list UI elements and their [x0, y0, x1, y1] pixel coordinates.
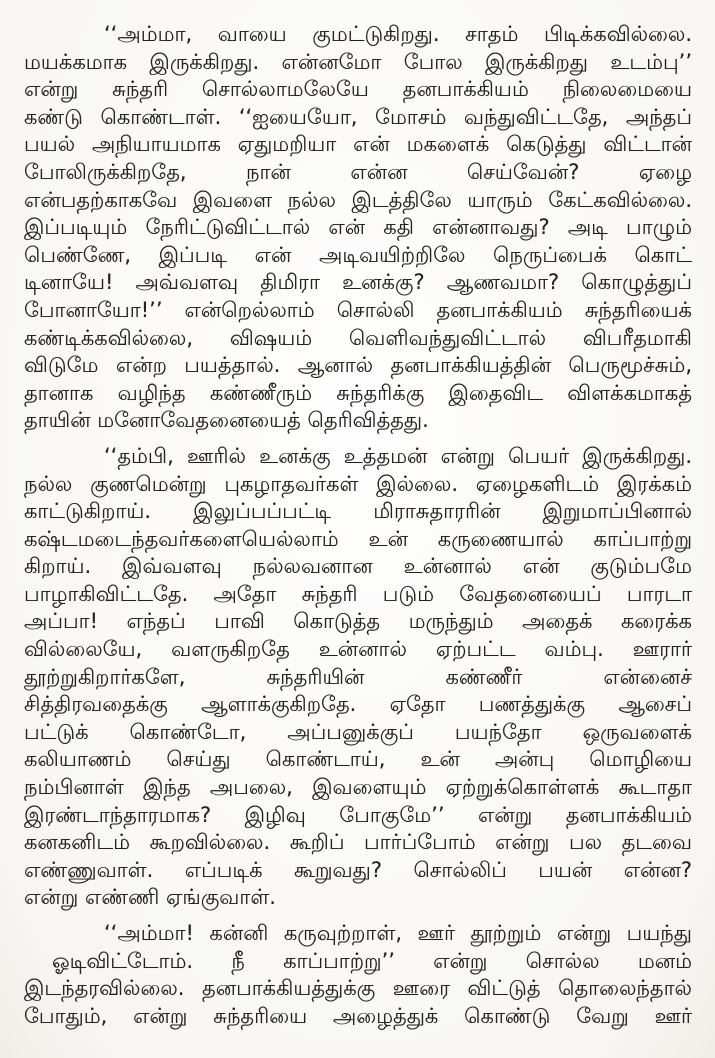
text-line: எண்ணுவாள். எப்படிக் கூறுவது? சொல்லிப் பயன் என்ன? [24, 857, 692, 882]
text-line: என்று சுந்தரி சொல்லாமலேயே தனபாக்கியம் நிலைமையை [24, 77, 692, 102]
text-line: வில்லையே, வளருகிறதே உன்னால் ஏற்பட்ட வம்பு. ஊரார் [24, 637, 692, 662]
text-line: நல்ல குணமென்று புகழாதவர்கள் இல்லை. ஏழைகளிடம் இரக்கம் [24, 471, 692, 496]
text-line: இரண்டாந்தாரமாக? இழிவு போகுமே’’ என்று தனபாக்கியம் [24, 802, 692, 827]
text-line: இடந்தரவில்லை. தனபாக்கியத்துக்கு ஊரை விட்டுத் தொலைந்தால் [24, 976, 692, 1001]
text-line: டினாயே! அவ்வளவு திமிரா உனக்கு? ஆணவமா? கொழுத்துப் [24, 270, 692, 295]
text-line: நம்பினாள் இந்த அபலை, இவளையும் ஏற்றுக்கொள்ளக் கூடாதா [24, 775, 692, 800]
text-line: போதும், என்று சுந்தரியை அழைத்துக் கொண்டு வேறு ஊர் [24, 1003, 692, 1028]
text-line: காட்டுகிறாய். இலுப்பப்பட்டி மிராசுதாரரின் இறுமாப்பினால் [24, 499, 692, 524]
text-line: கண்டிக்கவில்லை, விஷயம் வெளிவந்துவிட்டால் விபரீதமாகி [24, 325, 692, 350]
text-line: ஓடிவிட்டோம். நீ காப்பாற்று’’ என்று சொல்ல மனம் [52, 948, 692, 973]
text-column [24, 21, 692, 1038]
paragraph-3 [24, 920, 692, 1030]
text-line: என்பதற்காகவே இவளை நல்ல இடத்திலே யாரும் கேட்கவில்லை. [24, 187, 692, 212]
text-line: கஷ்டமடைந்தவர்களையெல்லாம் உன் கருணையால் காப்பாற்று [24, 526, 692, 551]
text-line: விடுமே என்ற பயத்தால். ஆனால் தனபாக்கியத்தின் பெருமூச்சும், [24, 353, 692, 378]
text-line: கிறாய். இவ்வளவு நல்லவனான உன்னால் என் குடும்பமே [24, 554, 692, 579]
text-line: கலியாணம் செய்து கொண்டாய், உன் அன்பு மொழியை [24, 747, 692, 772]
paragraph-2 [24, 443, 692, 912]
text-line: போனாயோ!’’ என்றெல்லாம் சொல்லி தனபாக்கியம் சுந்தரியைக் [24, 297, 692, 322]
text-line: ‘‘தம்பி, ஊரில் உனக்கு உத்தமன் என்று பெயர் இருக்கிறது. [104, 443, 692, 468]
text-line: என்று எண்ணி ஏங்குவாள். [24, 885, 276, 910]
text-line: தானாக வழிந்த கண்ணீரும் சுந்தரிக்கு இதைவிட விளக்கமாகத் [24, 380, 692, 405]
paragraph-1 [24, 21, 692, 435]
text-line: அப்பா! எந்தப் பாவி கொடுத்த மருந்தும் அதைக் கரைக்க [24, 609, 692, 634]
text-line: தூற்றுகிறார்களே, சுந்தரியின் கண்ணீர் என்னைச் [24, 664, 692, 689]
text-line: போலிருக்கிறதே, நான் என்ன செய்வேன்? ஏழை [24, 159, 692, 184]
text-line: மயக்கமாக இருக்கிறது. என்னமோ போல இருக்கிறது உடம்பு’’ [24, 49, 692, 74]
text-line: கண்டு கொண்டாள். ‘‘ஐயையோ, மோசம் வந்துவிட்டதே, அந்தப் [24, 104, 692, 129]
text-line: கனகனிடம் கூறவில்லை. கூறிப் பார்ப்போம் என்று பல தடவை [24, 830, 692, 855]
text-line: பயல் அநியாயமாக ஏதுமறியா என் மகளைக் கெடுத்து விட்டான் [24, 132, 692, 157]
text-line: ‘‘அம்மா! கன்னி கருவுற்றாள், ஊர் தூற்றும் என்று பயந்து [104, 921, 692, 945]
text-line: ‘‘அம்மா, வாயை குமட்டுகிறது. சாதம் பிடிக்கவில்லை. [104, 22, 692, 46]
text-line: பெண்ணே, இப்படி என் அடிவயிற்றிலே நெருப்பைக் கொட் [24, 242, 692, 267]
text-line: இப்படியும் நேரிட்டுவிட்டால் என் கதி என்னாவது? அடி பாழும் [24, 215, 692, 240]
text-line: பட்டுக் கொண்டோ, அப்பனுக்குப் பயந்தோ ஒருவளைக் [24, 719, 692, 744]
text-line: தாயின் மனோவேதனையைத் தெரிவித்தது. [24, 408, 429, 433]
text-line: சித்திரவதைக்கு ஆளாக்குகிறதே. ஏதோ பணத்துக்கு ஆசைப் [24, 692, 692, 717]
text-line: பாழாகிவிட்டதே. அதோ சுந்தரி படும் வேதனையைப் பாரடா [24, 581, 692, 606]
